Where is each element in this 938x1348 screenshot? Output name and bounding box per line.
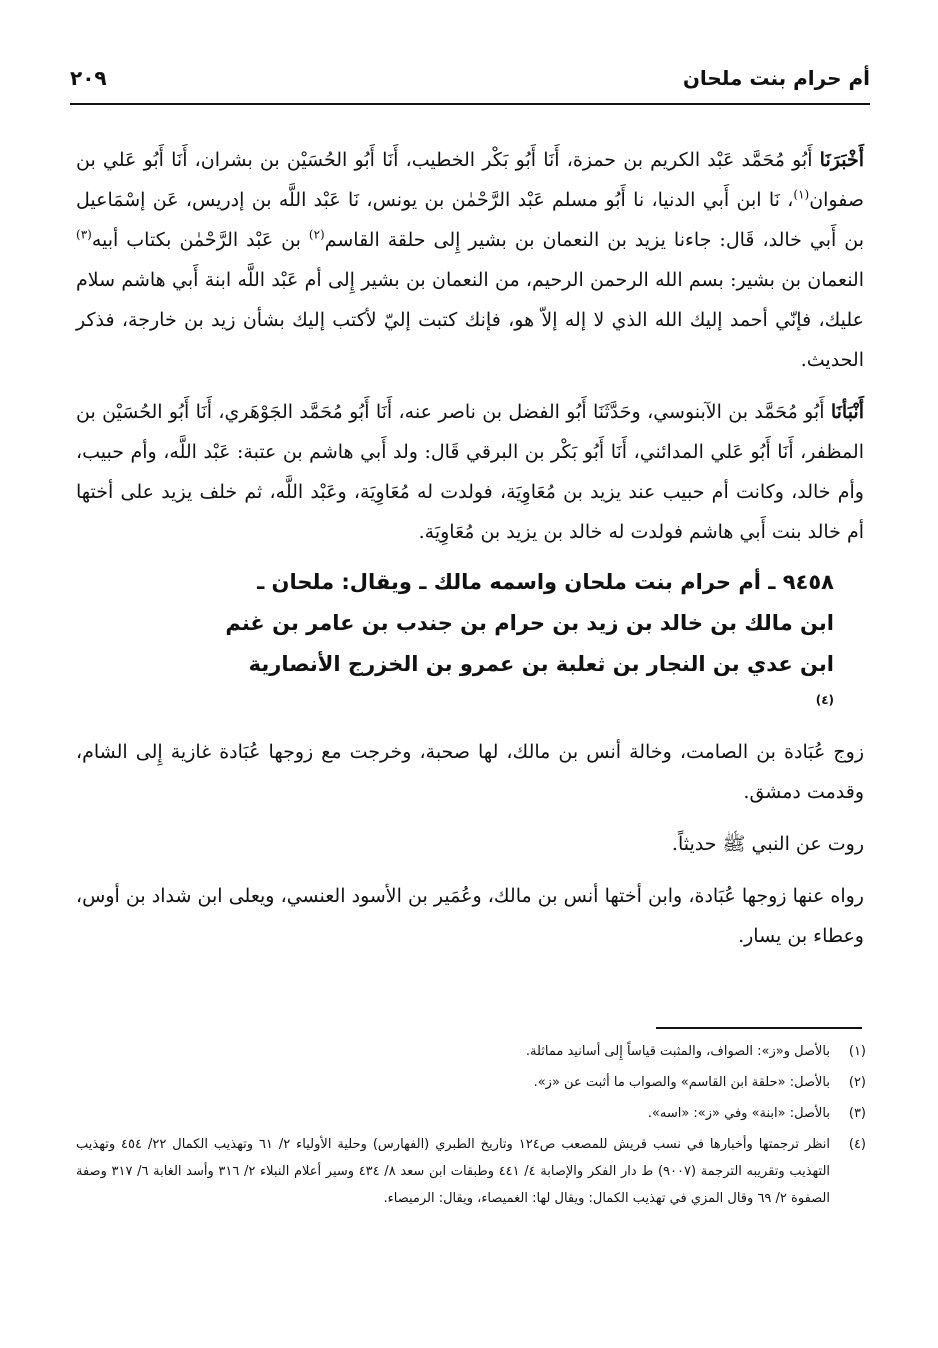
- footnote-text: انظر ترجمتها وأخبارها في نسب قريش للمصعب ص١٢٤ وتاريخ الطبري (الفهارس) وحلية الأولياء ٢/ ٦١ وتهذيب الكمال ٢٢/ ٤٥٤ وتهذيب التهذيب وتقريبه الترجمة (٩٠٠٧) ط دار الفكر والإصابة ٤/ ٤٤١ وطبقات ابن سعد ٨/ ٤٣٤ وسير أعلام النبلاء ٢/ ٣١٦ وأسد الغابة ٦/ ٣١٧ وصفة الصفوة ٢/ ٦٩ وقال المزي في تهذيب الكمال: ويقال لها: الغميصاء، ويقال: الرميصاء.: [76, 1137, 831, 1206]
- paragraph-text: أَبُو مُحَمَّد بن الآبنوسي، وحَدَّثَنَا أَبُو الفضل بن ناصر عنه، أَنَا أَبُو مُحَمَّد الجَوْهَري، أَنَا أَبُو الحُسَيْن بن المظفر، أَنَا أَبُو عَلي المدائني، أَنَا أَبُو بَكْر بن البرقي قَال: ولد أَبي هاشم بن عتبة: عَبْد اللَّه، وأم حبيب، وأم خالد، وكانت أم حبيب عند يزيد بن مُعَاوِيَة، فولدت له مُعَاوِيَة، وعَبْد اللَّه، ثم خلف يزيد على أختها أم خالد بنت أَبي هاشم فولدت له خالد بن يزيد بن مُعَاوِيَة.: [76, 401, 864, 543]
- paragraph-narrators: رواه عنها زوجها عُبَادة، وابن أختها أنس بن مالك، وعُمَير بن الأسود العنسي، ويعلى ابن شداد بن أوس، وعطاء بن يسار.: [76, 885, 864, 947]
- header-rule: [70, 103, 870, 105]
- lead-word-akhbarana: أَخْبَرَنَا: [819, 149, 864, 171]
- footnote-ref-2[interactable]: (٢): [308, 227, 325, 242]
- entry-heading-line: ابن مالك بن خالد بن زيد بن حرام بن جندب بن عامر بن غنم: [225, 611, 834, 635]
- entry-heading-line: ٩٤٥٨ ـ أم حرام بنت ملحان واسمه مالك ـ ويقال: ملحان ـ: [257, 570, 834, 594]
- footnote-number: (٢): [848, 1075, 866, 1090]
- running-title: أم حرام بنت ملحان: [682, 66, 870, 90]
- footnote-text: بالأصل: «ابنة» وفي «ز»: «اسه».: [647, 1106, 830, 1121]
- biography-entry-heading: [106, 562, 834, 726]
- lead-word-anbaana: أَنْبَأنَا: [830, 401, 864, 423]
- paragraph-narrated: روت عن النبي ﷺ حديثاً.: [671, 833, 864, 855]
- paragraph-text: بن عَبْد الرَّحْمٰن بكتاب أبيه: [91, 229, 309, 251]
- footnote-number: (١): [848, 1044, 866, 1059]
- footnote-text: بالأصل و«ز»: الصواف، والمثبت قياساً إِلى أسانيد مماثلة.: [525, 1044, 830, 1059]
- paragraph-text: النعمان بن بشير: بسم الله الرحمن الرحيم، من النعمان بن بشير إِلى أم عَبْد اللَّه ابنة أَبي هاشم سلام عليك، فإنّي أحمد إليك الله الذي لا إله إلاّ هو، فإنك كتبت إليّ لأكتب إليك بشأن زيد بن خارجة، فذكر الحديث.: [76, 269, 864, 371]
- footnote-item: [76, 1038, 866, 1065]
- footnote-number: (٣): [848, 1106, 866, 1121]
- paragraph-text: أَبُو مُحَمَّد عَبْد الكريم بن حمزة، أَنَا أَبُو بَكْر الخطيب، أَنَا أَبُو الحُسَيْن بن بشران، أَنَا أَبُو عَلي بن صفوان: [76, 149, 864, 211]
- footnote-item: [76, 1100, 866, 1127]
- footnote-item: [76, 1069, 866, 1096]
- footnote-rule: [656, 1027, 862, 1029]
- footnote-ref-1[interactable]: (١): [793, 187, 810, 202]
- page-header: [70, 62, 870, 98]
- paragraph-text: ، نَا ابن أَبي الدنيا، نا أَبُو مسلم عَبْد الرَّحْمٰن بن يونس، نَا عَبْد اللَّه بن إدريس، عَن إسْمَاعيل بن أَبي خالد، قَال: جاءنا يزيد بن النعمان بن بشير إِلى حلقة القاسم: [76, 189, 864, 251]
- paragraph-akhbarana: [76, 140, 864, 380]
- main-text: [76, 140, 864, 956]
- footnote-item: [76, 1131, 866, 1212]
- entry-heading-line-last: [106, 644, 834, 726]
- paragraph-anbaana: [76, 392, 864, 552]
- entry-heading-line-text: ابن عدي بن النجار بن ثعلبة بن عمرو بن الخزرج الأنصارية: [248, 652, 834, 676]
- footnote-ref-4[interactable]: (٤): [815, 693, 834, 707]
- footnote-text: بالأصل: «حلقة ابن القاسم» والصواب ما أثبت عن «ز».: [533, 1075, 830, 1090]
- footnotes: [76, 1038, 866, 1216]
- paragraph-biography: زوج عُبَادة بن الصامت، وخالة أنس بن مالك، لها صحبة، وخرجت مع زوجها عُبَادة غازية إِلى الشام، وقدمت دمشق.: [76, 741, 864, 803]
- footnote-number: (٤): [848, 1137, 866, 1152]
- footnote-ref-3[interactable]: (٣): [76, 227, 92, 242]
- page-number: ٢٠٩: [70, 66, 107, 90]
